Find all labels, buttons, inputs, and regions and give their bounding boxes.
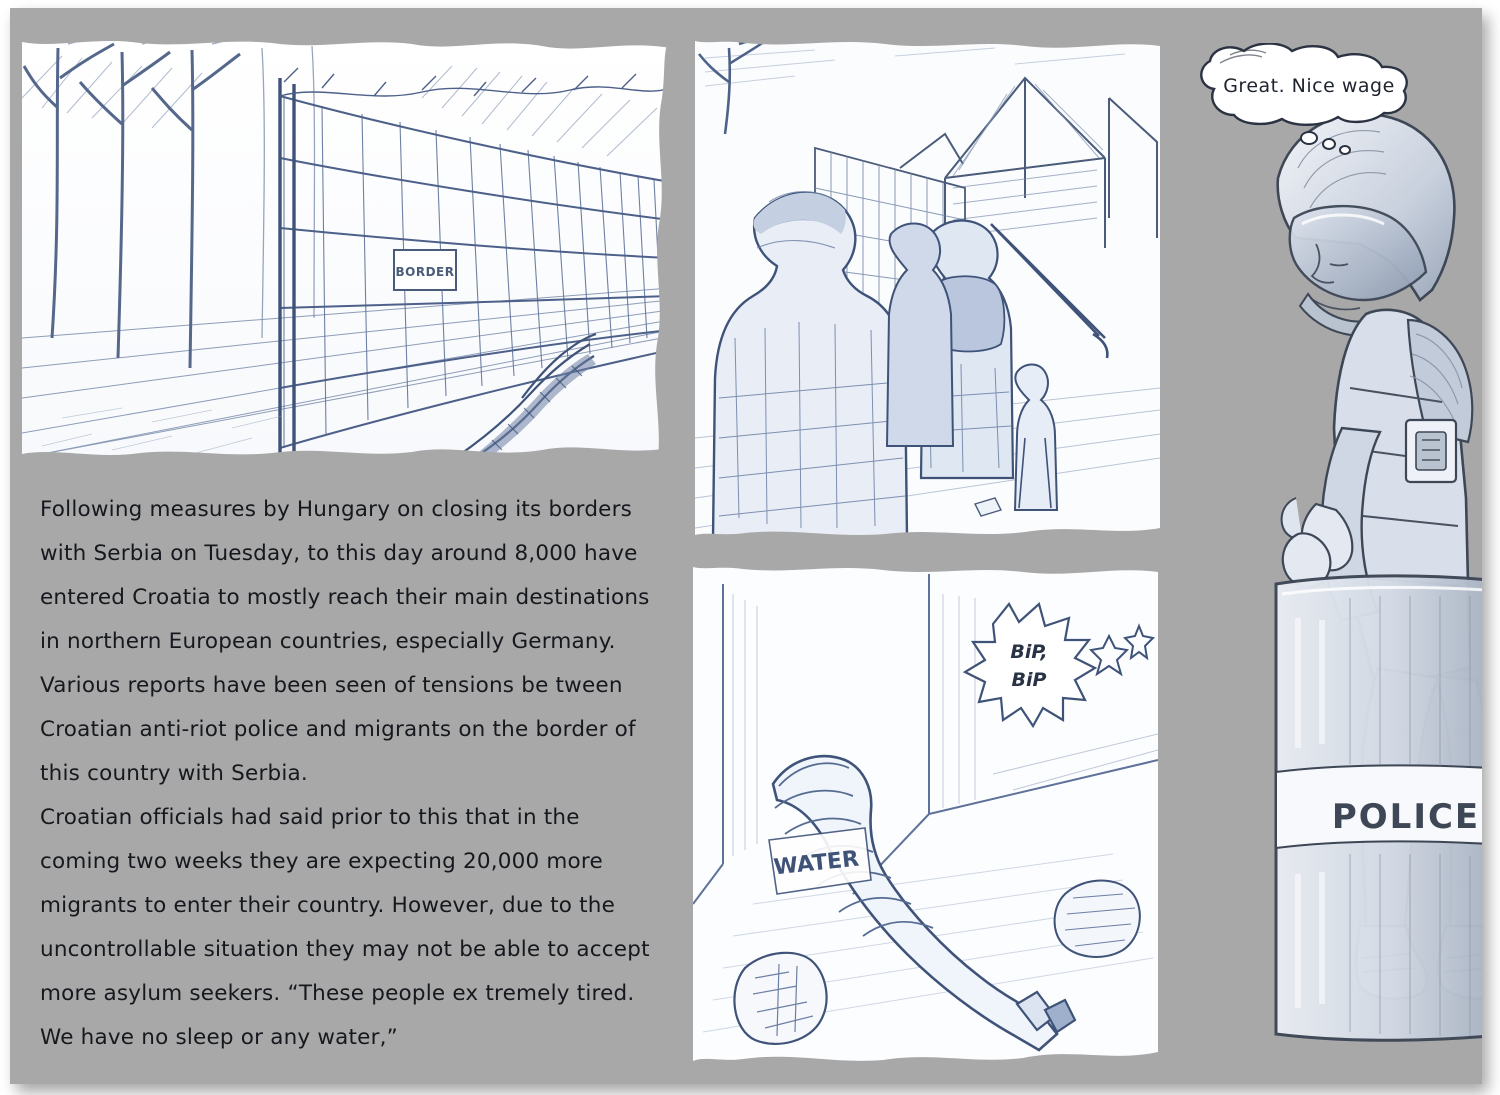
svg-text:POLICE: POLICE (1331, 797, 1481, 837)
riot-shield (1276, 576, 1482, 1040)
story-paragraph-2: Croatian officials had said prior to this that in the coming two weeks they are expecting 20,000 more migrants to enter their country. However, due to the uncontrollable situation they may not be able to accept more asylum seekers. “These people ex tremely tired. We have no sleep or any water,” (40, 805, 650, 1050)
story-text-block (40, 488, 650, 1060)
thought-bubble-text: Great. Nice wage (1223, 75, 1395, 97)
crumpled-paper (734, 953, 826, 1044)
badge-emblem (1406, 420, 1456, 482)
svg-text:BORDER: BORDER (395, 265, 455, 279)
riot-police-figure (1170, 28, 1482, 1058)
svg-text:WATER: WATER (772, 846, 861, 881)
water-bottle-art (693, 564, 1158, 1064)
thought-dots (1295, 126, 1365, 166)
comic-page (10, 8, 1482, 1084)
svg-text:BiP,: BiP, (1010, 641, 1048, 663)
svg-text:BiP: BiP (1011, 669, 1047, 691)
refugee-camp-panel (695, 38, 1160, 538)
refugee-camp-art (695, 38, 1160, 538)
debris-right (1055, 881, 1140, 957)
water-bottle-panel (693, 564, 1158, 1064)
thought-bubble (1190, 43, 1425, 133)
panel-torn-edge (22, 38, 670, 458)
border-fence-panel (22, 38, 670, 458)
story-paragraph-1: Following measures by Hungary on closing its borders with Serbia on Tuesday, to this day around 8,000 have entered Croatia to mostly reach their main destinations in northern European countries, especially Germany. Various reports have been seen of tensions be tween Croatian anti-riot police and migrants on the border of this country with Serbia. (40, 497, 650, 786)
